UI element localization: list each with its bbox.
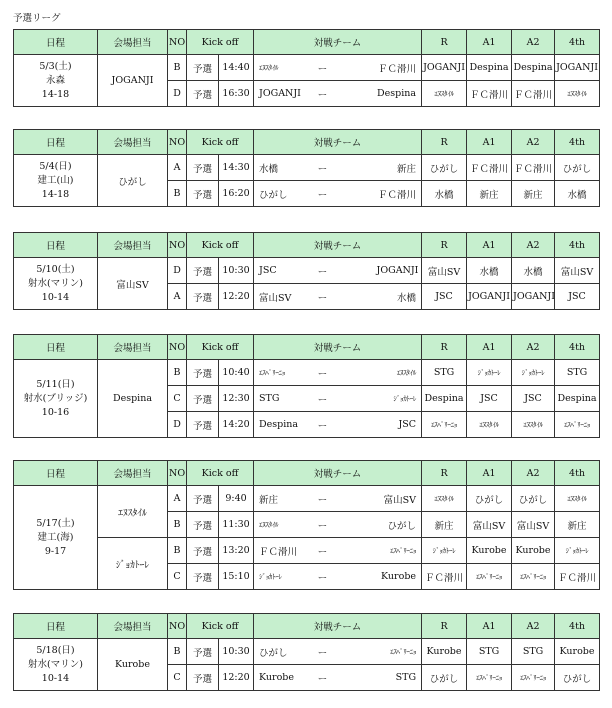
- home-team: Despina: [254, 412, 270, 438]
- page-title: 予選リーグ: [13, 13, 61, 24]
- assistant-a2: Despina: [512, 55, 555, 81]
- match-type: 予選: [187, 538, 219, 564]
- assistant-a2: 富山SV: [512, 512, 555, 538]
- header-a2: A2: [512, 233, 555, 258]
- header-venue: 会場担当: [98, 335, 168, 360]
- versus-dash: ー: [270, 181, 376, 207]
- kickoff-time: 14:20: [219, 412, 254, 438]
- header-match: 対戦チーム: [254, 233, 422, 258]
- assistant-a2: STG: [512, 639, 555, 665]
- assistant-a1: JOGANJI: [467, 284, 512, 310]
- home-team: ｼﾞｮｶﾄｰﾚ: [254, 564, 270, 590]
- header-kickoff: Kick off: [187, 461, 254, 486]
- header-no: NO: [168, 233, 187, 258]
- venue-cell: Kurobe: [98, 639, 168, 691]
- kickoff-time: 13:20: [219, 538, 254, 564]
- assistant-a2: JOGANJI: [512, 284, 555, 310]
- home-team: 新庄: [254, 486, 270, 512]
- assistant-a2: ｴﾇｽﾀｲﾙ: [512, 412, 555, 438]
- home-team: JSC: [254, 258, 270, 284]
- home-team: ＦＣ滑川: [254, 538, 270, 564]
- no-cell: A: [168, 155, 187, 181]
- fourth-official: JOGANJI: [555, 55, 600, 81]
- home-team: ひがし: [254, 639, 270, 665]
- header-date: 日程: [14, 614, 98, 639]
- home-team: JOGANJI: [254, 81, 270, 107]
- no-cell: B: [168, 360, 187, 386]
- no-cell: D: [168, 412, 187, 438]
- header-r: R: [422, 30, 467, 55]
- assistant-a2: 水橋: [512, 258, 555, 284]
- header-a2: A2: [512, 614, 555, 639]
- no-cell: D: [168, 81, 187, 107]
- fourth-official: Kurobe: [555, 639, 600, 665]
- away-team: 富山SV: [376, 486, 422, 512]
- home-team: 水橋: [254, 155, 270, 181]
- referee-r: 水橋: [422, 181, 467, 207]
- away-team: ｼﾞｮｶﾄｰﾚ: [376, 386, 422, 412]
- match-type: 予選: [187, 81, 219, 107]
- header-a2: A2: [512, 30, 555, 55]
- fourth-official: ｴｽﾍﾟﾘｰﾆｮ: [555, 412, 600, 438]
- date-line: 建工(山): [37, 174, 74, 186]
- assistant-a2: 新庄: [512, 181, 555, 207]
- match-type: 予選: [187, 486, 219, 512]
- kickoff-time: 16:20: [219, 181, 254, 207]
- fourth-official: ひがし: [555, 665, 600, 691]
- header-date: 日程: [14, 130, 98, 155]
- header-match: 対戦チーム: [254, 130, 422, 155]
- home-team: ｴｽﾍﾟﾘｰﾆｮ: [254, 360, 270, 386]
- date-line: 建工(海): [37, 531, 74, 543]
- no-cell: B: [168, 512, 187, 538]
- fourth-official: 新庄: [555, 512, 600, 538]
- date-line: 9-17: [44, 545, 67, 557]
- home-team: ひがし: [254, 181, 270, 207]
- home-team: STG: [254, 386, 270, 412]
- kickoff-time: 9:40: [219, 486, 254, 512]
- away-team: ｴｽﾍﾟﾘｰﾆｮ: [376, 538, 422, 564]
- header-kickoff: Kick off: [187, 614, 254, 639]
- header-no: NO: [168, 30, 187, 55]
- date-line: 5/3(土): [39, 60, 72, 72]
- referee-r: ひがし: [422, 665, 467, 691]
- kickoff-time: 12:30: [219, 386, 254, 412]
- header-fourth: 4th: [555, 30, 600, 55]
- date-line: 射水(マリン): [28, 277, 83, 289]
- home-team: ｴﾇｽﾀｲﾙ: [254, 512, 270, 538]
- kickoff-time: 12:20: [219, 284, 254, 310]
- schedule-table: [13, 334, 600, 438]
- date-line: 5/17(土): [36, 517, 75, 529]
- header-r: R: [422, 233, 467, 258]
- referee-r: ｴﾇｽﾀｲﾙ: [422, 486, 467, 512]
- no-cell: A: [168, 486, 187, 512]
- date-line: 5/10(土): [36, 263, 75, 275]
- date-line: 5/11(日): [36, 378, 75, 390]
- fourth-official: ｴﾇｽﾀｲﾙ: [555, 486, 600, 512]
- date-line: 射水(マリン): [28, 658, 83, 670]
- date-cell: [14, 258, 98, 310]
- versus-dash: ー: [270, 81, 376, 107]
- date-line: 射水(ブリッジ): [23, 392, 88, 404]
- header-a2: A2: [512, 130, 555, 155]
- referee-r: 富山SV: [422, 258, 467, 284]
- date-line: 14-18: [41, 88, 70, 100]
- assistant-a1: Kurobe: [467, 538, 512, 564]
- assistant-a1: Despina: [467, 55, 512, 81]
- kickoff-time: 11:30: [219, 512, 254, 538]
- date-cell: [14, 639, 98, 691]
- away-team: ＦＣ滑川: [376, 55, 422, 81]
- header-kickoff: Kick off: [187, 233, 254, 258]
- date-cell: [14, 486, 98, 590]
- venue-cell: 富山SV: [98, 258, 168, 310]
- schedule-table: [13, 613, 600, 691]
- match-type: 予選: [187, 284, 219, 310]
- match-type: 予選: [187, 258, 219, 284]
- referee-r: ＦＣ滑川: [422, 564, 467, 590]
- versus-dash: ー: [270, 538, 376, 564]
- header-a1: A1: [467, 130, 512, 155]
- assistant-a1: ｴｽﾍﾟﾘｰﾆｮ: [467, 564, 512, 590]
- kickoff-time: 10:30: [219, 639, 254, 665]
- fourth-official: 富山SV: [555, 258, 600, 284]
- header-a2: A2: [512, 461, 555, 486]
- no-cell: B: [168, 639, 187, 665]
- fourth-official: ｴﾇｽﾀｲﾙ: [555, 81, 600, 107]
- assistant-a1: ｴｽﾍﾟﾘｰﾆｮ: [467, 665, 512, 691]
- referee-r: JSC: [422, 284, 467, 310]
- away-team: ひがし: [376, 512, 422, 538]
- header-fourth: 4th: [555, 335, 600, 360]
- match-row: [14, 486, 600, 512]
- versus-dash: ー: [270, 512, 376, 538]
- no-cell: B: [168, 181, 187, 207]
- header-a1: A1: [467, 614, 512, 639]
- header-fourth: 4th: [555, 614, 600, 639]
- header-a1: A1: [467, 461, 512, 486]
- header-date: 日程: [14, 335, 98, 360]
- assistant-a2: Kurobe: [512, 538, 555, 564]
- assistant-a2: ｴｽﾍﾟﾘｰﾆｮ: [512, 564, 555, 590]
- kickoff-time: 10:30: [219, 258, 254, 284]
- header-a1: A1: [467, 335, 512, 360]
- referee-r: ｼﾞｮｶﾄｰﾚ: [422, 538, 467, 564]
- assistant-a2: ＦＣ滑川: [512, 155, 555, 181]
- date-line: 10-14: [41, 672, 70, 684]
- home-team: Kurobe: [254, 665, 270, 691]
- header-venue: 会場担当: [98, 233, 168, 258]
- header-match: 対戦チーム: [254, 461, 422, 486]
- referee-r: ひがし: [422, 155, 467, 181]
- venue-cell: Despina: [98, 360, 168, 438]
- versus-dash: ー: [270, 55, 376, 81]
- match-type: 予選: [187, 181, 219, 207]
- away-team: ｴﾇｽﾀｲﾙ: [376, 360, 422, 386]
- no-cell: B: [168, 55, 187, 81]
- header-date: 日程: [14, 30, 98, 55]
- away-team: ＦＣ滑川: [376, 181, 422, 207]
- match-row: [14, 639, 600, 665]
- versus-dash: ー: [270, 284, 376, 310]
- assistant-a1: ｴﾇｽﾀｲﾙ: [467, 412, 512, 438]
- referee-r: ｴｽﾍﾟﾘｰﾆｮ: [422, 412, 467, 438]
- home-team: 富山SV: [254, 284, 270, 310]
- header-row: [14, 614, 600, 639]
- header-match: 対戦チーム: [254, 30, 422, 55]
- venue-cell: ｼﾞｮｶﾄｰﾚ: [98, 538, 168, 590]
- referee-r: Despina: [422, 386, 467, 412]
- header-r: R: [422, 335, 467, 360]
- match-type: 予選: [187, 639, 219, 665]
- no-cell: D: [168, 258, 187, 284]
- versus-dash: ー: [270, 486, 376, 512]
- assistant-a2: ひがし: [512, 486, 555, 512]
- versus-dash: ー: [270, 155, 376, 181]
- header-row: [14, 233, 600, 258]
- header-row: [14, 130, 600, 155]
- kickoff-time: 10:40: [219, 360, 254, 386]
- venue-cell: JOGANJI: [98, 55, 168, 107]
- no-cell: C: [168, 564, 187, 590]
- away-team: JSC: [376, 412, 422, 438]
- assistant-a1: STG: [467, 639, 512, 665]
- fourth-official: STG: [555, 360, 600, 386]
- header-venue: 会場担当: [98, 614, 168, 639]
- kickoff-time: 14:40: [219, 55, 254, 81]
- no-cell: C: [168, 386, 187, 412]
- away-team: 水橋: [376, 284, 422, 310]
- assistant-a1: ｼﾞｮｶﾄｰﾚ: [467, 360, 512, 386]
- header-match: 対戦チーム: [254, 335, 422, 360]
- referee-r: 新庄: [422, 512, 467, 538]
- date-line: 永森: [45, 74, 65, 86]
- assistant-a2: ＦＣ滑川: [512, 81, 555, 107]
- away-team: JOGANJI: [376, 258, 422, 284]
- header-no: NO: [168, 130, 187, 155]
- assistant-a1: 新庄: [467, 181, 512, 207]
- fourth-official: 水橋: [555, 181, 600, 207]
- match-row: [14, 155, 600, 181]
- header-no: NO: [168, 335, 187, 360]
- versus-dash: ー: [270, 360, 376, 386]
- date-cell: [14, 360, 98, 438]
- header-kickoff: Kick off: [187, 130, 254, 155]
- header-kickoff: Kick off: [187, 30, 254, 55]
- away-team: 新庄: [376, 155, 422, 181]
- versus-dash: ー: [270, 258, 376, 284]
- match-type: 予選: [187, 386, 219, 412]
- kickoff-time: 15:10: [219, 564, 254, 590]
- assistant-a1: 富山SV: [467, 512, 512, 538]
- date-line: 14-18: [41, 188, 70, 200]
- assistant-a1: JSC: [467, 386, 512, 412]
- referee-r: Kurobe: [422, 639, 467, 665]
- schedule-table: [13, 29, 600, 107]
- away-team: Despina: [376, 81, 422, 107]
- venue-cell: ｴﾇｽﾀｲﾙ: [98, 486, 168, 538]
- date-line: 10-14: [41, 291, 70, 303]
- header-kickoff: Kick off: [187, 335, 254, 360]
- versus-dash: ー: [270, 639, 376, 665]
- assistant-a1: ひがし: [467, 486, 512, 512]
- kickoff-time: 16:30: [219, 81, 254, 107]
- header-a1: A1: [467, 233, 512, 258]
- referee-r: ｴﾇｽﾀｲﾙ: [422, 81, 467, 107]
- assistant-a2: JSC: [512, 386, 555, 412]
- fourth-official: ｼﾞｮｶﾄｰﾚ: [555, 538, 600, 564]
- date-cell: [14, 55, 98, 107]
- assistant-a1: 水橋: [467, 258, 512, 284]
- no-cell: C: [168, 665, 187, 691]
- no-cell: A: [168, 284, 187, 310]
- header-fourth: 4th: [555, 461, 600, 486]
- away-team: Kurobe: [376, 564, 422, 590]
- header-r: R: [422, 461, 467, 486]
- away-team: STG: [376, 665, 422, 691]
- match-type: 予選: [187, 412, 219, 438]
- kickoff-time: 14:30: [219, 155, 254, 181]
- header-fourth: 4th: [555, 233, 600, 258]
- versus-dash: ー: [270, 665, 376, 691]
- match-row: [14, 538, 600, 564]
- fourth-official: ＦＣ滑川: [555, 564, 600, 590]
- match-type: 予選: [187, 360, 219, 386]
- fourth-official: JSC: [555, 284, 600, 310]
- match-row: [14, 360, 600, 386]
- match-row: [14, 258, 600, 284]
- header-venue: 会場担当: [98, 30, 168, 55]
- assistant-a1: ＦＣ滑川: [467, 81, 512, 107]
- header-no: NO: [168, 614, 187, 639]
- kickoff-time: 12:20: [219, 665, 254, 691]
- date-cell: [14, 155, 98, 207]
- header-match: 対戦チーム: [254, 614, 422, 639]
- header-r: R: [422, 614, 467, 639]
- versus-dash: ー: [270, 564, 376, 590]
- home-team: ｴﾇｽﾀｲﾙ: [254, 55, 270, 81]
- versus-dash: ー: [270, 412, 376, 438]
- header-a1: A1: [467, 30, 512, 55]
- date-line: 10-16: [41, 406, 70, 418]
- venue-cell: ひがし: [98, 155, 168, 207]
- match-type: 予選: [187, 665, 219, 691]
- schedule-table: [13, 232, 600, 310]
- header-a2: A2: [512, 335, 555, 360]
- versus-dash: ー: [270, 386, 376, 412]
- schedule-table: [13, 460, 600, 590]
- away-team: ｴｽﾍﾟﾘｰﾆｮ: [376, 639, 422, 665]
- header-row: [14, 335, 600, 360]
- assistant-a2: ｼﾞｮｶﾄｰﾚ: [512, 360, 555, 386]
- fourth-official: Despina: [555, 386, 600, 412]
- match-row: [14, 55, 600, 81]
- schedule-table: [13, 129, 600, 207]
- match-type: 予選: [187, 155, 219, 181]
- date-line: 5/18(日): [36, 644, 75, 656]
- assistant-a1: ＦＣ滑川: [467, 155, 512, 181]
- header-r: R: [422, 130, 467, 155]
- header-date: 日程: [14, 461, 98, 486]
- date-line: 5/4(日): [39, 160, 72, 172]
- header-row: [14, 30, 600, 55]
- assistant-a2: ｴｽﾍﾟﾘｰﾆｮ: [512, 665, 555, 691]
- header-fourth: 4th: [555, 130, 600, 155]
- fourth-official: ひがし: [555, 155, 600, 181]
- header-venue: 会場担当: [98, 461, 168, 486]
- match-type: 予選: [187, 512, 219, 538]
- referee-r: JOGANJI: [422, 55, 467, 81]
- header-date: 日程: [14, 233, 98, 258]
- header-venue: 会場担当: [98, 130, 168, 155]
- header-no: NO: [168, 461, 187, 486]
- match-type: 予選: [187, 564, 219, 590]
- header-row: [14, 461, 600, 486]
- referee-r: STG: [422, 360, 467, 386]
- no-cell: B: [168, 538, 187, 564]
- match-type: 予選: [187, 55, 219, 81]
